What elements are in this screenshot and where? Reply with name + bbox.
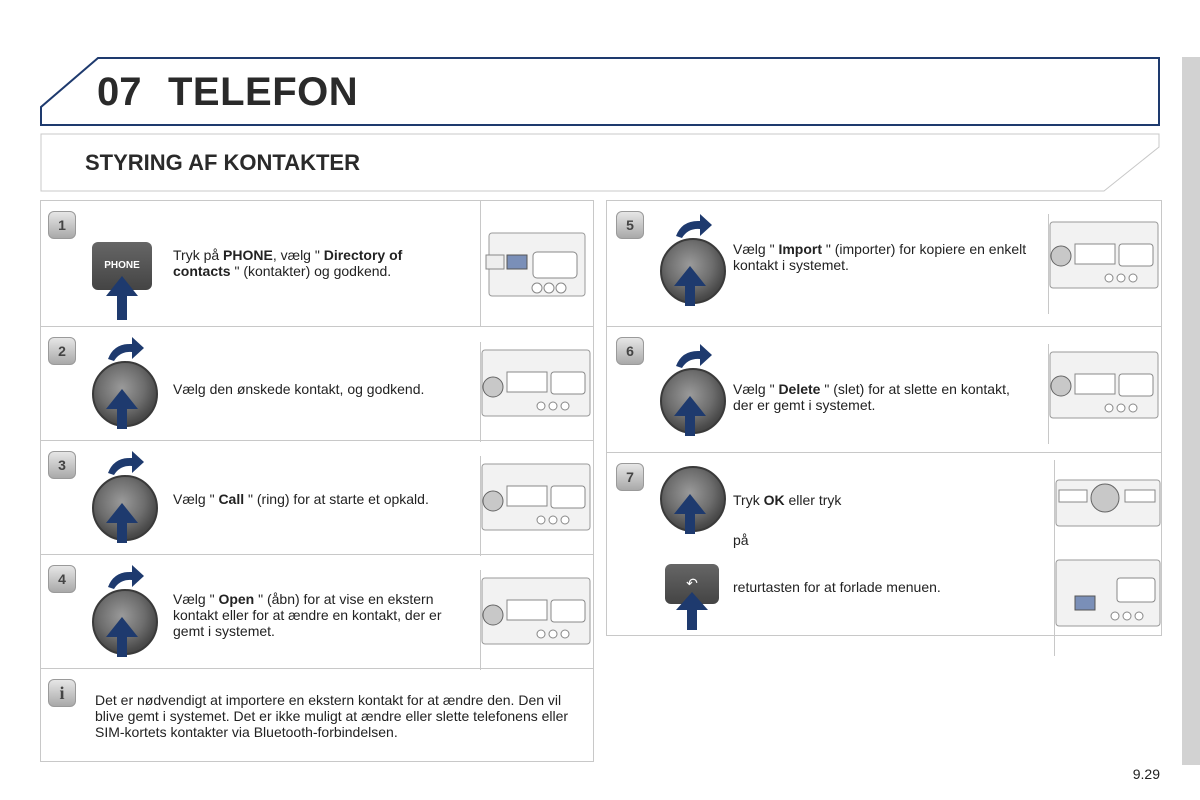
rotate-arrow-icon — [672, 212, 712, 238]
row-divider — [606, 452, 1162, 453]
chapter-title: TELEFON — [168, 70, 359, 114]
radio-illustration — [1048, 214, 1159, 314]
radio-illustration — [480, 570, 591, 670]
arrow-up-icon — [674, 266, 706, 306]
radio-illustration — [1048, 344, 1159, 444]
step-number-badge: 6 — [616, 337, 644, 365]
rotate-arrow-icon — [104, 449, 144, 475]
arrow-up-icon — [106, 503, 138, 543]
arrow-up-icon — [106, 617, 138, 657]
step-number-badge: 4 — [48, 565, 76, 593]
radio-illustration — [1054, 556, 1165, 656]
section-title: STYRING AF KONTAKTER — [85, 150, 360, 175]
info-icon: i — [48, 679, 76, 707]
radio-illustration — [1054, 460, 1165, 560]
step-number-badge: 2 — [48, 337, 76, 365]
rotate-arrow-icon — [104, 335, 144, 361]
radio-illustration — [480, 456, 591, 556]
row-divider — [606, 326, 1162, 327]
step-number-badge: 7 — [616, 463, 644, 491]
radio-illustration — [480, 200, 591, 326]
chapter-number: 07 — [97, 70, 142, 114]
step-number-badge: 5 — [616, 211, 644, 239]
step-7-back-text: returtasten for at forlade menuen. — [733, 579, 941, 595]
step-2-text: Vælg den ønskede kontakt, og godkend. — [173, 381, 425, 397]
step-1-text: Tryk på PHONE, vælg " Directory of contacts " (kontakter) og godkend. — [173, 247, 403, 279]
step-5-text: Vælg " Import " (importer) for kopiere en enkelt kontakt i systemet. — [733, 241, 1027, 273]
back-button-icon: ↶ — [665, 564, 719, 604]
step-6-text: Vælg " Delete " (slet) for at slette en kontakt, der er gemt i systemet. — [733, 381, 1010, 413]
page-number: 9.29 — [1132, 766, 1160, 782]
info-text: Det er nødvendigt at importere en ekstern kontakt for at ændre den. Den vil blive gemt i systemet. Det er ikke muligt at ændre eller slette telefonens eller SIM-kortets kontakter via Bluetooth-forbindelsen. — [95, 692, 569, 740]
radio-illustration — [480, 342, 591, 442]
arrow-up-icon — [674, 494, 706, 534]
arrow-up-icon — [676, 592, 708, 630]
step-number-badge: 1 — [48, 211, 76, 239]
step-number-badge: 3 — [48, 451, 76, 479]
row-divider — [40, 326, 594, 327]
step-3-text: Vælg " Call " (ring) for at starte et opkald. — [173, 491, 429, 507]
arrow-up-icon — [106, 276, 138, 320]
phone-button-icon: PHONE — [92, 242, 152, 290]
arrow-up-icon — [106, 389, 138, 429]
step-7-text-on: på — [733, 532, 749, 548]
rotate-arrow-icon — [104, 563, 144, 589]
step-4-text: Vælg " Open " (åbn) for at vise en ekstern kontakt eller for at ændre en kontakt, der er gemt i systemet. — [173, 591, 442, 639]
page-side-bar — [1182, 57, 1200, 765]
step-7-text: Tryk OK eller tryk — [733, 492, 842, 508]
rotate-arrow-icon — [672, 342, 712, 368]
arrow-up-icon — [674, 396, 706, 436]
